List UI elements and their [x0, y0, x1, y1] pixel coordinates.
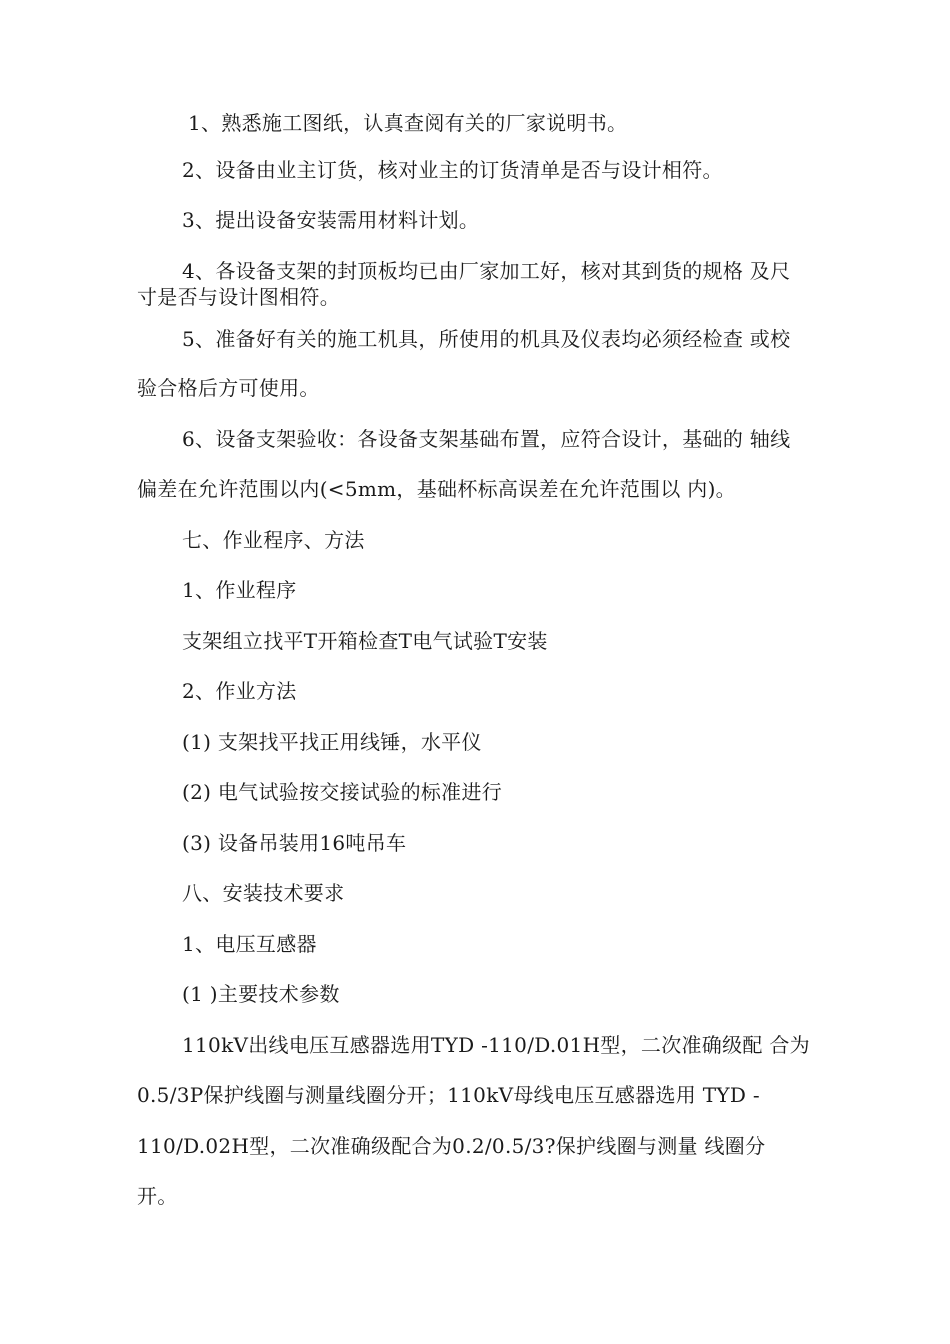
method-item-3: (3) 设备吊装用16吨吊车	[182, 831, 407, 855]
parameter-paragraph-line-4: 开。	[137, 1184, 178, 1208]
section-heading-7: 七、作业程序、方法	[182, 528, 365, 552]
paragraph-item-1: 1、熟悉施工图纸，认真查阅有关的厂家说明书。	[188, 111, 628, 135]
method-item-1: (1) 支架找平找正用线锤，水平仪	[182, 730, 482, 754]
paragraph-item-2: 2、设备由业主订货，核对业主的订货清单是否与设计相符。	[182, 158, 723, 182]
paragraph-item-5-line-1: 5、准备好有关的施工机具，所使用的机具及仪表均必须经检查 或校	[182, 327, 791, 351]
section-heading-8: 八、安装技术要求	[182, 881, 345, 905]
subheading-work-procedure: 1、作业程序	[182, 578, 297, 602]
paragraph-item-6-line-2: 偏差在允许范围以内(<5mm，基础杯标高误差在允许范围以 内)。	[137, 477, 736, 501]
parameter-paragraph-line-2: 0.5/3P保护线圈与测量线圈分开；110kV母线电压互感器选用 TYD -	[137, 1083, 760, 1107]
paragraph-item-4-line-2: 寸是否与设计图相符。	[137, 285, 340, 309]
subheading-technical-parameters: (1 )主要技术参数	[182, 982, 340, 1006]
paragraph-item-4-line-1: 4、各设备支架的封顶板均已由厂家加工好，核对其到货的规格 及尺	[182, 259, 791, 283]
method-item-2: (2) 电气试验按交接试验的标准进行	[182, 780, 503, 804]
paragraph-item-5-line-2: 验合格后方可使用。	[137, 376, 320, 400]
paragraph-item-3: 3、提出设备安装需用材料计划。	[182, 208, 480, 232]
parameter-paragraph-line-3: 110/D.02H型，二次准确级配合为0.2/0.5/3?保护线圈与测量 线圈分	[137, 1134, 766, 1158]
subheading-work-method: 2、作业方法	[182, 679, 297, 703]
procedure-flow: 支架组立找平T开箱检查T电气试验T安装	[182, 629, 548, 653]
parameter-paragraph-line-1: 110kV出线电压互感器选用TYD -110/D.01H型，二次准确级配 合为	[182, 1033, 810, 1057]
paragraph-item-6-line-1: 6、设备支架验收：各设备支架基础布置，应符合设计，基础的 轴线	[182, 427, 791, 451]
subheading-voltage-transformer: 1、电压互感器	[182, 932, 317, 956]
